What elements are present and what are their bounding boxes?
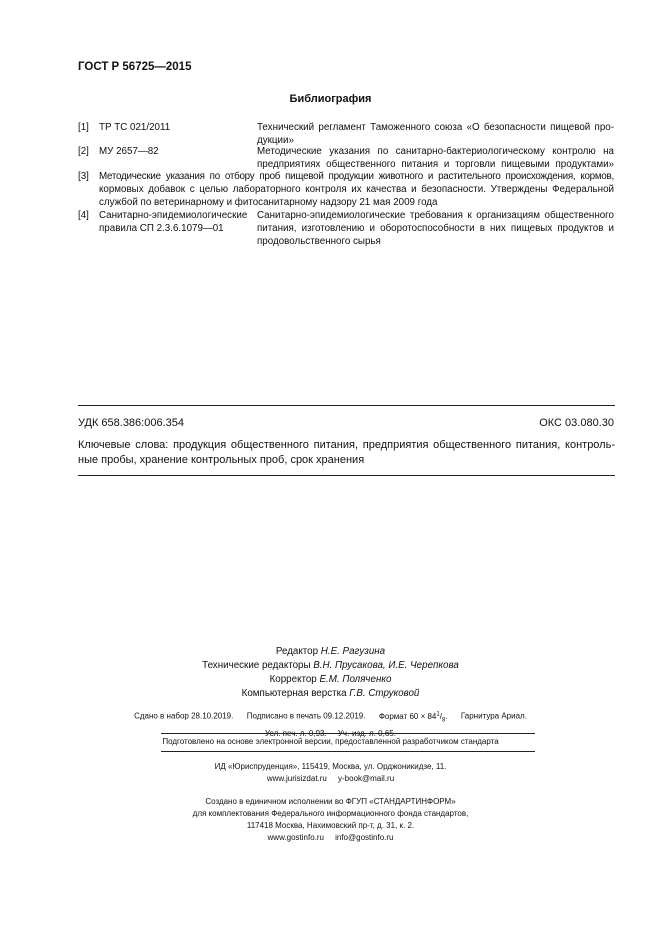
publisher-block — [0, 761, 661, 785]
description-line: Методические указания по отбору проб пищевой продукции животного и растительного происхождения, кормов, — [99, 171, 614, 182]
publisher-site-link[interactable]: www.jurisizdat.ru — [266, 774, 327, 783]
editor-role: Редактор — [275, 646, 319, 657]
producer-line: 117418 Москва, Нахимовский пр-т, д. 31, к. 2. — [246, 821, 415, 830]
prepared-note: Подготовлено на основе электронной версии, предоставленной разработчиком стандарта — [162, 737, 499, 746]
bibliography-item-code — [99, 209, 251, 235]
bibliography-item-number: [4] — [78, 210, 89, 221]
description-line: продовольственного сырья — [257, 236, 381, 247]
bibliography-item-number: [3] — [78, 171, 89, 182]
bibliography-title: Библиография — [289, 93, 372, 105]
producer-line: Создано в единичном исполнении во ФГУП «СТАНДАРТИНФОРМ» — [205, 797, 456, 806]
credits-block — [0, 645, 661, 701]
bibliography-item — [0, 170, 661, 209]
udk-code: УДК 658.386:006.354 — [78, 417, 184, 429]
layout-line — [0, 687, 661, 701]
typeface: Гарнитура Ариал. — [460, 711, 527, 721]
producer-line: для комплектования Федерального информационного фонда стандартов, — [192, 809, 469, 818]
prepared-divider — [161, 751, 535, 752]
producer-site-link[interactable]: www.gostinfo.ru — [267, 833, 324, 842]
description-line: Методические указания по санитарно-бактериологическому контролю на — [257, 146, 614, 157]
print-sheets: Усл. печ. л. 0,93. — [265, 729, 327, 739]
publisher-address: ИД «Юриспруденция», 115419, Москва, ул. Орджоникидзе, 11. — [214, 762, 447, 771]
layout-role: Компьютерная верстка — [241, 688, 347, 699]
description-line: дукции» — [257, 135, 294, 146]
producer-block — [0, 796, 661, 844]
keywords-line: ные пробы, хранение контрольных проб, срок хранения — [78, 454, 365, 466]
keywords-line: Ключевые слова: продукция общественного питания, предприятия общественного питания, контроль- — [78, 439, 615, 451]
bibliography-item-code: МУ 2657—82 — [99, 146, 159, 157]
tech-editors-line — [0, 659, 661, 673]
publisher-contacts — [0, 773, 661, 785]
corrector-name: Е.М. Поляченко — [319, 674, 392, 685]
bibliography-item — [0, 209, 661, 248]
code-line: Санитарно-эпидемиологические — [99, 210, 248, 221]
standard-code: ГОСТ Р 56725—2015 — [78, 61, 192, 73]
tech-editors-role: Технические редакторы — [202, 660, 311, 671]
signed-to-print: Подписано в печать 09.12.2019. — [246, 711, 366, 721]
bibliography-item-description — [99, 170, 614, 209]
bottom-divider — [78, 475, 615, 476]
imprint-line — [0, 708, 661, 726]
layout-name: Г.В. Струковой — [349, 688, 420, 699]
imprint-divider — [161, 733, 535, 734]
bibliography-item-number: [1] — [78, 122, 89, 133]
tech-editors-names: В.Н. Прусакова, И.Е. Черепкова — [313, 660, 459, 671]
bibliography-item-number: [2] — [78, 146, 89, 157]
format: Формат $60 \times 84^1/_8$. — [378, 711, 448, 724]
keywords — [78, 438, 615, 468]
description-line: Санитарно-эпидемиологические требования к организациям общественного — [257, 210, 614, 221]
editor-name: Н.Е. Рагузина — [320, 646, 386, 657]
sent-to-set: Сдано в набор 28.10.2019. — [134, 711, 234, 721]
bibliography-item — [0, 121, 661, 147]
publisher-sheets: Уч.-изд. л. 0,65. — [337, 729, 396, 739]
corrector-role: Корректор — [269, 674, 317, 685]
bibliography-item-code: ТР ТС 021/2011 — [99, 122, 171, 133]
description-line: питания, изготовлению и оборотоспособности в них пищевых продуктов и — [257, 223, 614, 234]
bibliography-item-description — [257, 145, 614, 171]
corrector-line — [0, 673, 661, 687]
producer-email-link[interactable]: info@gostinfo.ru — [335, 833, 394, 842]
publisher-email-link[interactable]: y-book@mail.ru — [338, 774, 395, 783]
description-line: предприятиях общественного питания и торговли пищевыми продуктами» — [257, 159, 614, 170]
description-line: Технический регламент Таможенного союза «О безопасности пищевой про- — [257, 122, 614, 133]
description-line: кормовых добавок с целью лабораторного контроля их качества и безопасности. Утверждены Федеральной — [99, 184, 614, 195]
code-line: правила СП 2.3.6.1079—01 — [99, 223, 224, 234]
producer-contacts — [0, 832, 661, 844]
bibliography-item — [0, 145, 661, 171]
editor-line — [0, 645, 661, 659]
bibliography-item-description — [257, 121, 614, 147]
bibliography-item-description — [257, 209, 614, 248]
description-line: службой по ветеринарному и фитосанитарному надзору 21 мая 2009 года — [99, 197, 438, 208]
top-divider — [78, 405, 615, 406]
oks-code: ОКС 03.080.30 — [539, 417, 614, 429]
